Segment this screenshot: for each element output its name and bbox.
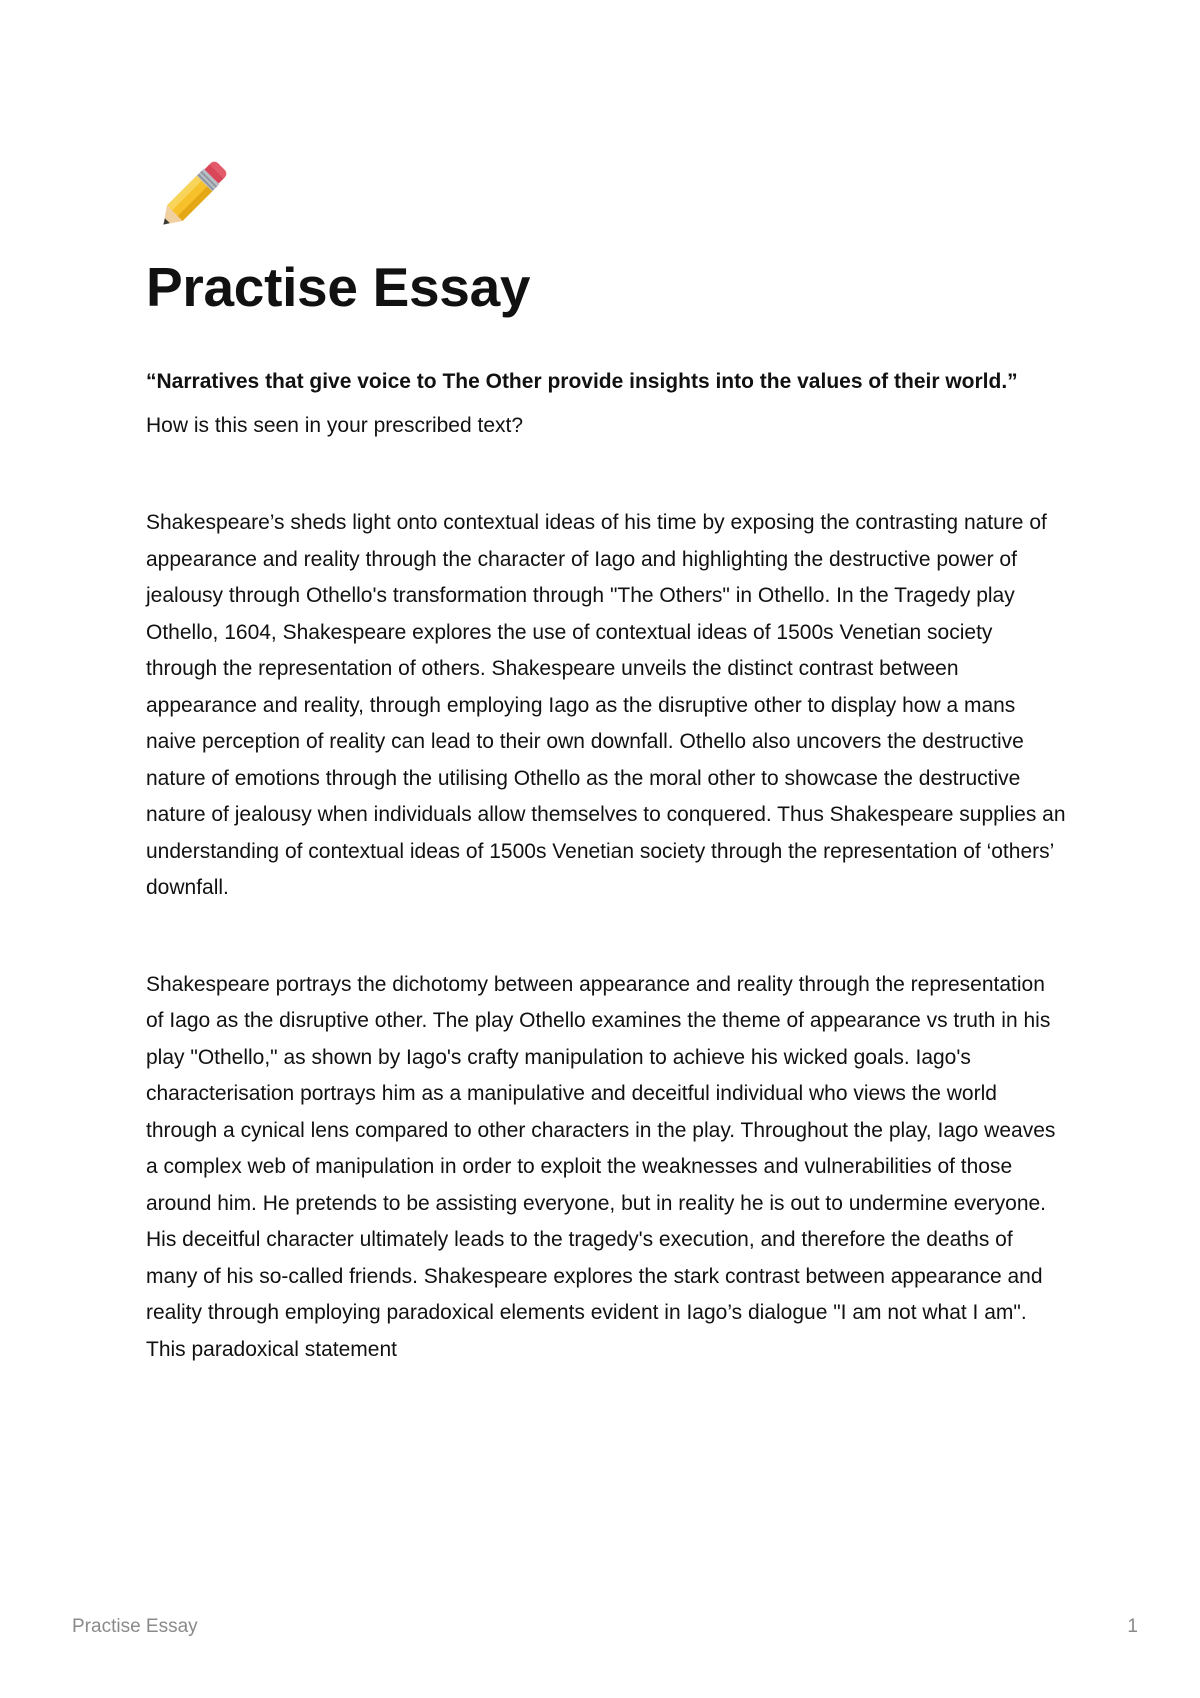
essay-paragraph-introduction: Shakespeare’s sheds light onto contextual ideas of his time by exposing the contrasting nature of appearance and reality through the character of Iago and highlighting the destructive power of jealousy through Othello's transformation through "The Others" in Othello. In the Tragedy play Othello, 1604, Shakespeare explores the use of contextual ideas of 1500s Venetian society through the representation of others. Shakespeare unveils the distinct contrast between appearance and reality, through employing Iago as the disruptive other to display how a mans naive perception of reality can lead to their own downfall. Othello also uncovers the destructive nature of emotions through the utilising Othello as the moral other to showcase the destructive nature of jealousy when individuals allow themselves to conquered. Thus Shakespeare supplies an understanding of contextual ideas of 1500s Venetian society through the representation of ‘others’ downfall. <box>146 511 1066 900</box>
page-title: Practise Essay <box>146 256 531 318</box>
essay-prompt-quote: “Narratives that give voice to The Other provide insights into the values of their world.” <box>146 370 1018 394</box>
footer-page-number: 1 <box>1127 1616 1138 1637</box>
footer-document-title: Practise Essay <box>72 1616 198 1637</box>
essay-question: How is this seen in your prescribed text? <box>146 414 524 438</box>
essay-paragraph-body: Shakespeare portrays the dichotomy between appearance and reality through the representation of Iago as the disruptive other. The play Othello examines the theme of appearance vs truth in his play "Othello," as shown by Iago's crafty manipulation to achieve his wicked goals. Iago's characterisation portrays him as a manipulative and deceitful individual who views the world through a cynical lens compared to other characters in the play. Throughout the play, Iago weaves a complex web of manipulation in order to exploit the weaknesses and vulnerabilities of those around him. He pretends to be assisting everyone, but in reality he is out to undermine everyone. His deceitful character ultimately leads to the tragedy's execution, and therefore the deaths of many of his so-called friends. Shakespeare explores the stark contrast between appearance and reality through employing paradoxical elements evident in Iago’s dialogue "I am not what I am". This paradoxical statement <box>146 972 1056 1361</box>
pencil-icon <box>146 152 236 242</box>
document-content <box>146 152 1066 1368</box>
